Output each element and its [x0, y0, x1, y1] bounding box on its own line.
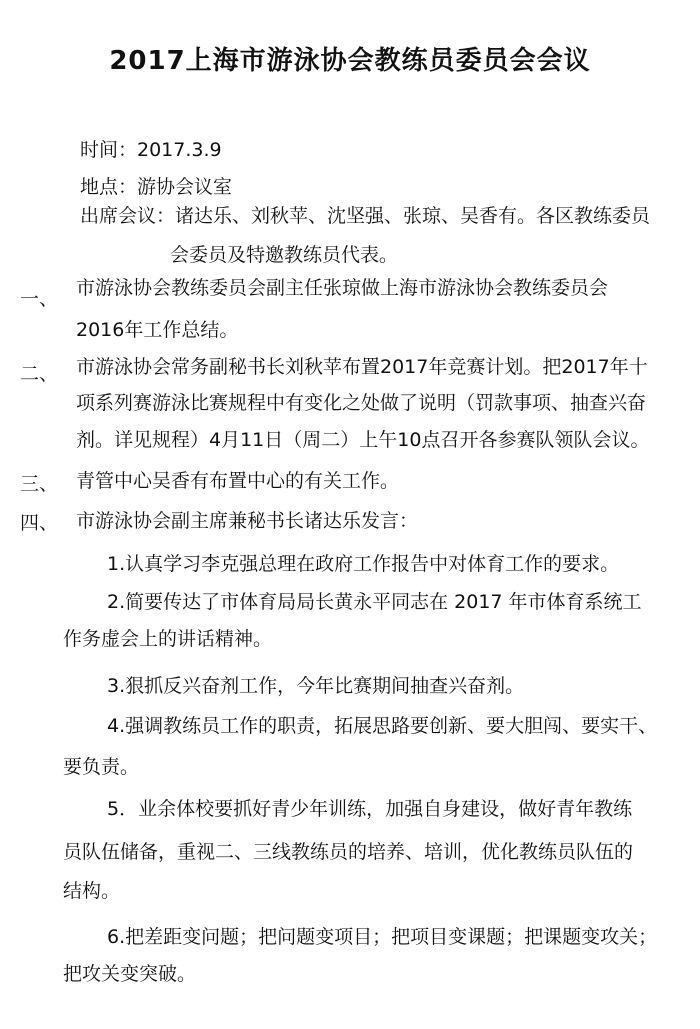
item-number: 三、 [20, 473, 59, 495]
sub-item-2-line-2: 作务虚会上的讲话精神。 [63, 628, 273, 650]
item-number: 一、 [20, 288, 59, 310]
item-1-line-1: 市游泳协会教练委员会副主任张琼做上海市游泳协会教练委员会 [76, 277, 609, 299]
sub-item-5-line-2: 员队伍储备，重视二、三线教练员的培养、培训，优化教练员队伍的 [63, 841, 634, 863]
item-1-line-2: 2016年工作总结。 [76, 319, 239, 341]
sub-item-5-line-3: 结构。 [63, 880, 121, 902]
sub-item-1-line-1: 1.认真学习李克强总理在政府工作报告中对体育工作的要求。 [107, 553, 620, 575]
item-number: 四、 [20, 512, 59, 534]
meeting-time: 时间：2017.3.9 [80, 139, 222, 161]
sub-item-3-line-1: 3.狠抓反兴奋剂工作，今年比赛期间抽查兴奋剂。 [107, 675, 525, 697]
sub-item-4-line-2: 要负责。 [63, 756, 140, 778]
item-2-line-2: 项系列赛游泳比赛规程中有变化之处做了说明（罚款事项、抽查兴奋 [76, 392, 647, 414]
sub-item-6-line-1: 6.把差距变问题；把问题变项目；把项目变课题；把课题变攻关； [107, 926, 658, 948]
document-title: 2017上海市游泳协会教练员委员会会议 [109, 46, 591, 76]
item-2-line-1: 市游泳协会常务副秘书长刘秋苹布置2017年竞赛计划。把2017年十 [76, 356, 648, 378]
item-4-line-1: 市游泳协会副主席兼秘书长诸达乐发言： [76, 510, 419, 532]
sub-item-4-line-1: 4.强调教练员工作的职责，拓展思路要创新、要大胆闯、要实干、 [107, 715, 658, 737]
sub-item-6-line-2: 把攻关变突破。 [63, 963, 197, 985]
item-number: 二、 [20, 363, 59, 385]
meeting-attendees-line-2: 会委员及特邀教练员代表。 [170, 244, 399, 266]
meeting-attendees-line-1: 出席会议：诸达乐、刘秋苹、沈坚强、张琼、吴香有。各区教练委员 [80, 205, 651, 227]
sub-item-5-line-1: 5．业余体校要抓好青少年训练，加强自身建设，做好青年教练 [107, 798, 633, 820]
meeting-place: 地点：游协会议室 [80, 176, 233, 198]
item-3-line-1: 青管中心吴香有布置中心的有关工作。 [76, 470, 400, 492]
sub-item-2-line-1: 2.简要传达了市体育局局长黄永平同志在 2017 年市体育系统工 [107, 591, 642, 613]
item-2-line-3: 剂。详见规程）4月11日（周二）上午10点召开各参赛队领队会议。 [76, 429, 650, 451]
